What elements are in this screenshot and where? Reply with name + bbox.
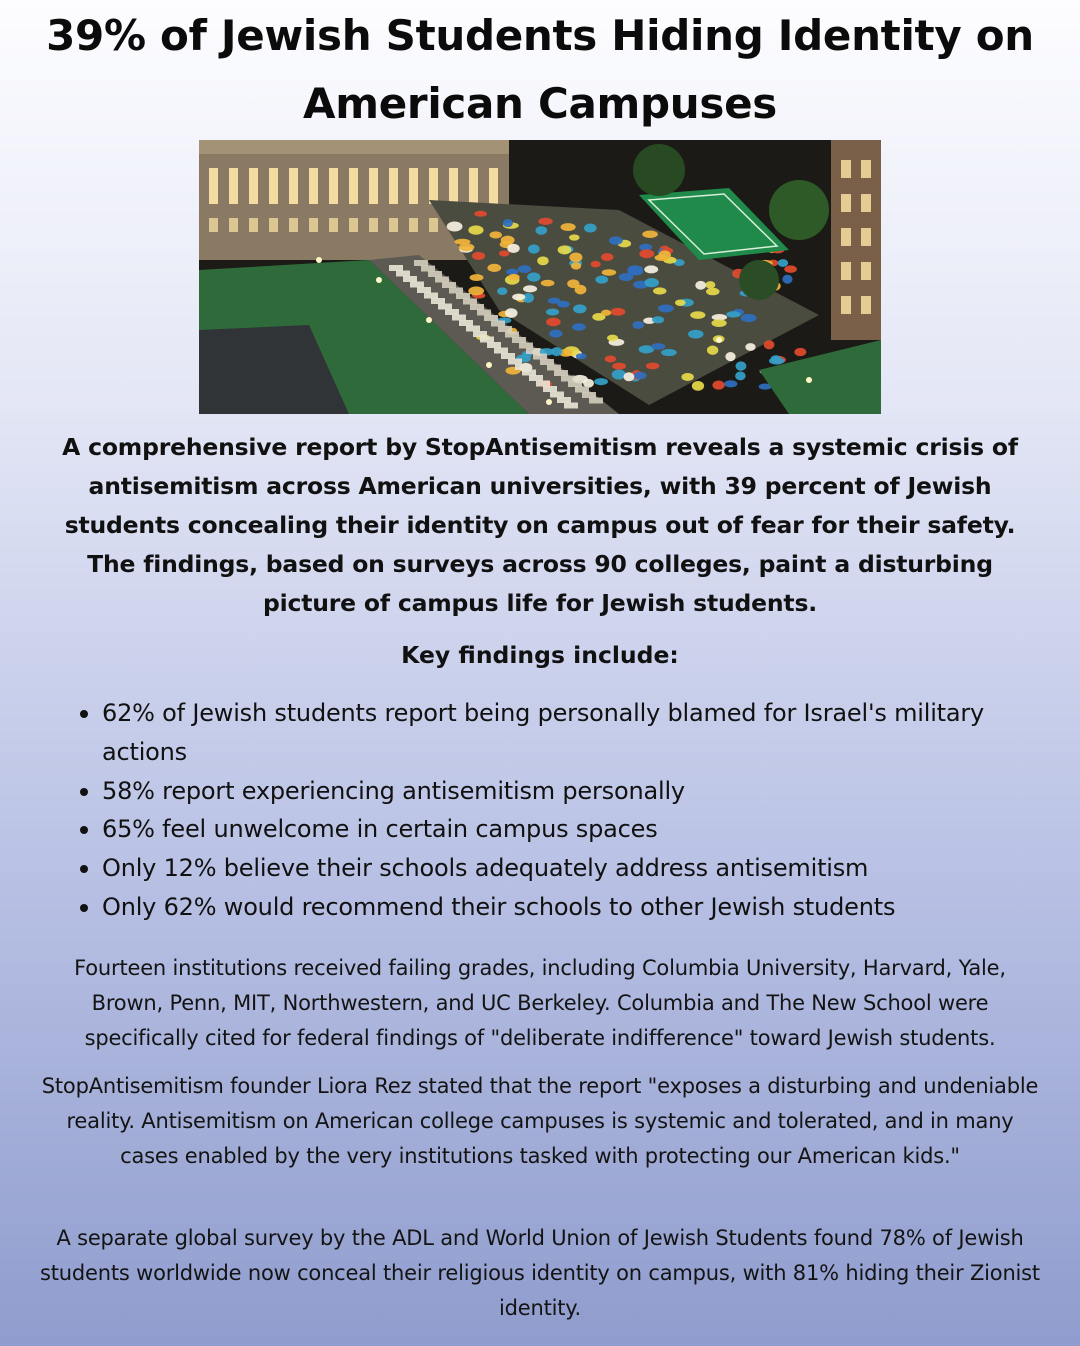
tent (644, 265, 658, 273)
barrier (473, 331, 487, 337)
tent (468, 286, 484, 295)
barrier (561, 376, 575, 382)
tent (724, 380, 737, 387)
tent (537, 256, 548, 265)
tent (472, 252, 485, 260)
list-item-text: 58% report experiencing antisemitism personally (102, 776, 685, 805)
barrier (487, 342, 501, 348)
barrier (431, 298, 445, 304)
window (389, 168, 398, 204)
photo-illustration (199, 140, 881, 414)
barrier (582, 392, 596, 398)
tent (784, 265, 797, 273)
tent (501, 236, 515, 245)
list-item (78, 849, 1008, 888)
tent (591, 261, 601, 268)
barrier (494, 348, 508, 354)
barrier (470, 304, 484, 310)
tent (690, 311, 705, 319)
tent (548, 298, 561, 304)
window (469, 168, 478, 204)
window (841, 262, 851, 280)
tent (512, 294, 525, 301)
tent (569, 234, 579, 240)
window (209, 168, 218, 204)
tent (508, 274, 519, 281)
barrier (547, 365, 561, 371)
window (289, 168, 298, 204)
tent (541, 280, 555, 287)
tent (447, 222, 463, 232)
window (329, 168, 338, 204)
list-item-text: Only 62% would recommend their schools to other Jewish students (102, 892, 896, 921)
window (861, 160, 871, 178)
paragraph-global-survey: A separate global survey by the ADL and World Union of Jewish Students found 78% of Jewish students worldwide now conceal their religious identity on campus, with 81% hiding their Zionist identity. (40, 1226, 1040, 1320)
tent (653, 287, 666, 294)
tent (675, 299, 686, 306)
bullet-icon (80, 710, 88, 718)
window (209, 218, 218, 232)
tent (470, 274, 484, 281)
tent (735, 371, 746, 380)
tent (594, 378, 608, 385)
tent (607, 335, 618, 342)
tent (527, 272, 540, 281)
tent (572, 323, 586, 330)
window (449, 168, 458, 204)
tent (794, 348, 806, 356)
tent (705, 281, 715, 288)
window (269, 168, 278, 204)
key-findings-heading: Key findings include: (401, 641, 679, 669)
window (309, 168, 318, 204)
bullet-icon (80, 904, 88, 912)
barrier (508, 359, 522, 365)
barrier (435, 277, 449, 283)
tent (468, 225, 483, 234)
tent (619, 273, 634, 281)
paragraph-failing-grades: Fourteen institutions received failing grades, including Columbia University, Harvard, Yale, Brown, Penn, MIT, Northwestern, and UC Berkeley. Columbia and The New School were specifically cited for federal findings of "deliberate indifference" toward Jewish students. (74, 956, 1006, 1050)
barrier (550, 392, 564, 398)
barrier (484, 315, 498, 321)
window (841, 296, 851, 314)
barrier (396, 271, 410, 277)
tent (688, 330, 703, 339)
barrier (522, 370, 536, 376)
window (861, 262, 871, 280)
barrier (424, 293, 438, 299)
tent (595, 276, 608, 284)
barrier (501, 353, 515, 359)
bullet-icon (80, 788, 88, 796)
window (389, 218, 398, 232)
tent (706, 288, 720, 296)
barrier (529, 375, 543, 381)
tent (487, 264, 501, 272)
window (289, 218, 298, 232)
barrier (421, 266, 435, 272)
tent (741, 314, 757, 322)
lamp (486, 362, 492, 368)
campus-encampment-photo (199, 140, 881, 414)
list-item (78, 888, 1008, 927)
barrier (389, 265, 403, 271)
tent (651, 343, 665, 350)
paragraph-founder-quote: StopAntisemitism founder Liora Rez stated that the report "exposes a disturbing and undeniable reality. Antisemitism on American college campuses is systemic and tolerated, and in many cases enabled by the very institutions tasked with protecting our American kids." (41, 1074, 1039, 1168)
window (229, 168, 238, 204)
lamp (806, 377, 812, 383)
tent (652, 316, 664, 323)
tent (474, 211, 487, 217)
tent (535, 226, 547, 235)
tent (644, 278, 659, 287)
window (861, 296, 871, 314)
barrier (543, 386, 557, 392)
tent (612, 363, 626, 370)
window (369, 218, 378, 232)
tent (490, 231, 502, 238)
tent (681, 373, 693, 381)
lamp (546, 399, 552, 405)
tent (505, 308, 518, 318)
tent (639, 249, 654, 258)
tent (692, 381, 704, 391)
barrier (540, 359, 554, 365)
barrier (414, 260, 428, 266)
headline: 39% of Jewish Students Hiding Identity on American Campuses (46, 11, 1034, 128)
barrier (428, 271, 442, 277)
tent (605, 356, 616, 363)
tent (655, 255, 669, 261)
window (349, 168, 358, 204)
barrier (526, 348, 540, 354)
lamp (316, 257, 322, 263)
window (861, 228, 871, 246)
tent (628, 265, 643, 272)
findings-list (78, 694, 1008, 927)
tent (782, 275, 792, 284)
tent (658, 305, 674, 313)
tent (632, 321, 643, 329)
tent (538, 218, 552, 225)
tent (712, 381, 724, 390)
tent (503, 219, 513, 227)
barrier (456, 293, 470, 299)
barrier (445, 309, 459, 315)
list-item-text: 65% feel unwelcome in certain campus spaces (102, 815, 658, 844)
tent (560, 223, 575, 231)
tent (623, 372, 634, 381)
barrier (564, 403, 578, 409)
tent (778, 259, 788, 267)
tent (573, 304, 586, 313)
barrier (477, 310, 491, 316)
tent (569, 253, 582, 263)
barrier (554, 370, 568, 376)
barrier (463, 299, 477, 305)
window (409, 218, 418, 232)
window (409, 168, 418, 204)
list-item (78, 694, 1008, 772)
tent (576, 353, 587, 359)
window (349, 218, 358, 232)
tent (571, 262, 581, 269)
tent (726, 311, 741, 317)
tent (499, 250, 510, 256)
list-item-text: Only 12% believe their schools adequately address antisemitism (102, 854, 869, 883)
barrier (575, 387, 589, 393)
tent (745, 343, 755, 351)
tent (601, 310, 611, 316)
barrier (515, 364, 529, 370)
tent (695, 281, 706, 290)
window (841, 228, 851, 246)
window (229, 218, 238, 232)
barrier (519, 343, 533, 349)
lamp (716, 337, 722, 343)
lede-paragraph: A comprehensive report by StopAntisemitism reveals a systemic crisis of antisemitism across American universities, with 39 percent of Jewish students concealing their identity on campus out of fear for their safety. The findings, based on surveys across 90 colleges, paint a disturbing picture of campus life for Jewish students. (62, 433, 1018, 617)
barrier (438, 304, 452, 310)
tent (601, 253, 613, 261)
tent (725, 352, 735, 361)
barrier (480, 337, 494, 343)
window (329, 218, 338, 232)
window (249, 168, 258, 204)
barrier (536, 381, 550, 387)
barrier (557, 397, 571, 403)
tent (546, 318, 561, 327)
tent (602, 269, 616, 276)
tent (459, 243, 475, 251)
tent (528, 244, 540, 253)
tent (497, 287, 507, 295)
tent (575, 285, 587, 295)
barrier (449, 288, 463, 294)
list-item (78, 772, 1008, 811)
window (429, 168, 438, 204)
tent (642, 231, 658, 238)
list-item (78, 810, 1008, 849)
tent (711, 319, 726, 327)
bullet-icon (80, 865, 88, 873)
window (429, 218, 438, 232)
barrier (491, 321, 505, 327)
tent (546, 309, 559, 316)
window (369, 168, 378, 204)
tent (610, 308, 625, 316)
barrier (417, 287, 431, 293)
barrier (568, 381, 582, 387)
lamp (376, 277, 382, 283)
tent (764, 340, 775, 349)
window (841, 194, 851, 212)
window (841, 160, 851, 178)
tent (518, 265, 532, 273)
barrier (512, 337, 526, 343)
tent (661, 349, 677, 356)
tent (549, 330, 562, 338)
barrier (505, 332, 519, 338)
tent (507, 244, 519, 253)
barrier (466, 326, 480, 332)
tent (646, 363, 659, 370)
list-item-text: 62% of Jewish students report being personally blamed for Israel's military actions (102, 699, 985, 766)
tent (558, 245, 572, 254)
window (861, 194, 871, 212)
barrier (533, 354, 547, 360)
window (249, 218, 258, 232)
barrier (589, 398, 603, 404)
window (489, 168, 498, 204)
barrier (498, 326, 512, 332)
barrier (442, 282, 456, 288)
lamp (426, 317, 432, 323)
tent (584, 224, 597, 233)
barrier (452, 315, 466, 321)
barrier (459, 320, 473, 326)
window (309, 218, 318, 232)
barrier (403, 276, 417, 282)
tent (634, 372, 647, 380)
tent (736, 361, 747, 370)
barrier (410, 282, 424, 288)
tent (609, 236, 623, 245)
bullet-icon (80, 826, 88, 834)
tent (707, 346, 718, 355)
tent (769, 357, 784, 364)
window (269, 218, 278, 232)
tent (523, 285, 537, 292)
